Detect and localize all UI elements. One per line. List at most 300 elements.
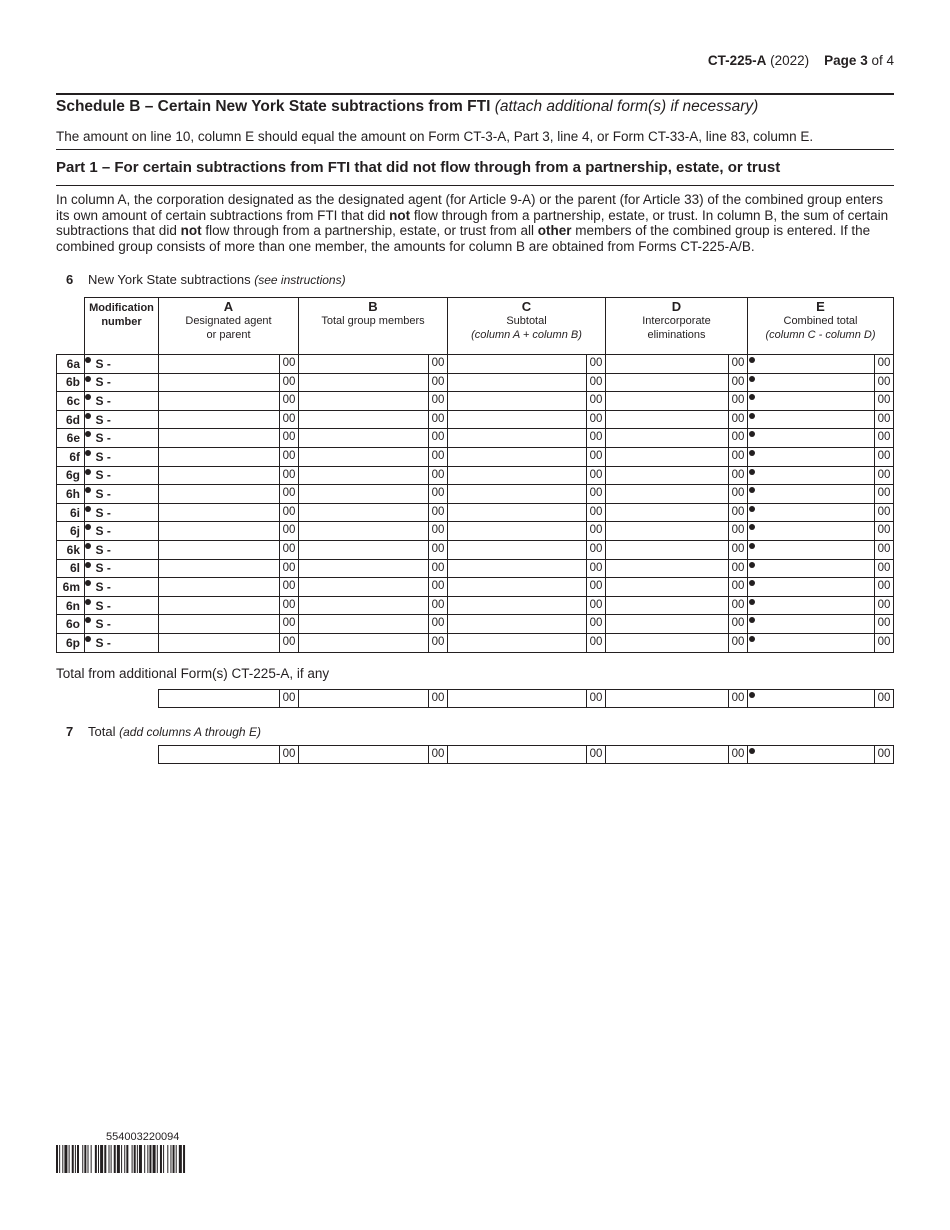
amount-field-d[interactable] [606, 540, 748, 559]
bullet-icon [749, 394, 755, 400]
amount-field-c[interactable] [448, 522, 606, 541]
amount-field-c[interactable] [448, 746, 606, 764]
amount-field-a[interactable] [159, 410, 299, 429]
column-desc: Designated agent [185, 315, 272, 327]
page-header [708, 53, 894, 68]
amount-field-d[interactable] [606, 392, 748, 411]
amount-field-a[interactable] [159, 392, 299, 411]
cents-cell: 00 [728, 429, 747, 447]
cents-cell: 00 [586, 690, 605, 707]
cents-cell: 00 [728, 411, 747, 429]
column-a-header [159, 298, 299, 355]
cents-cell: 00 [728, 690, 747, 707]
cents-cell: 00 [279, 615, 298, 633]
bullet-icon [749, 636, 755, 642]
column-desc: Total group members [321, 315, 425, 327]
bullet-icon [85, 633, 94, 652]
schedule-title-note: (attach additional form(s) if necessary) [494, 98, 759, 115]
column-b-header [299, 298, 448, 355]
schedule-title-text: Schedule B – Certain New York State subtractions from FTI [56, 98, 491, 115]
amount-field-d[interactable] [606, 503, 748, 522]
cents-cell: 00 [279, 504, 298, 522]
line-label: 6l [57, 559, 85, 578]
cents-cell: 00 [586, 374, 605, 392]
column-letter: C [521, 299, 532, 314]
amount-field-a[interactable] [159, 373, 299, 392]
para-emphasis: other [537, 223, 572, 238]
amount-field-c[interactable] [448, 596, 606, 615]
cents-cell: 00 [728, 634, 747, 652]
amount-field-b[interactable] [299, 522, 448, 541]
table-row [57, 485, 894, 504]
cents-cell: 00 [728, 485, 747, 503]
amount-field-c[interactable] [448, 540, 606, 559]
amount-field-b[interactable] [299, 690, 448, 708]
amount-field-d[interactable] [606, 615, 748, 634]
bullet-icon [85, 466, 94, 485]
line-label: 6h [57, 485, 85, 504]
cents-cell: 00 [874, 485, 893, 503]
amount-field-a[interactable] [159, 615, 299, 634]
barcode-number: 554003220094 [106, 1131, 180, 1143]
amount-field-c[interactable] [448, 690, 606, 708]
cents-cell: 00 [874, 578, 893, 596]
cents-cell: 00 [874, 541, 893, 559]
cents-cell: 00 [586, 597, 605, 615]
amount-field-b[interactable] [299, 355, 448, 374]
bullet-icon [749, 469, 755, 475]
modification-number-field[interactable]: S - [94, 392, 159, 411]
form-number: CT-225-A [707, 53, 767, 68]
amount-field-c[interactable] [448, 410, 606, 429]
modification-number-field[interactable]: S - [94, 596, 159, 615]
amount-field-e[interactable] [748, 540, 894, 559]
cents-cell: 00 [279, 597, 298, 615]
cents-cell: 00 [728, 541, 747, 559]
cents-cell: 00 [279, 374, 298, 392]
amount-field-d[interactable] [606, 522, 748, 541]
amount-field-d[interactable] [606, 559, 748, 578]
amount-field-d[interactable] [606, 410, 748, 429]
amount-field-a[interactable] [159, 522, 299, 541]
line-label: 6o [57, 615, 85, 634]
cents-cell: 00 [586, 634, 605, 652]
cents-cell: 00 [728, 615, 747, 633]
para-emphasis: not [389, 207, 411, 223]
cents-cell: 00 [428, 429, 447, 447]
line-note: (add columns A through E) [119, 725, 261, 739]
cents-cell: 00 [279, 522, 298, 540]
cents-cell: 00 [874, 504, 893, 522]
column-desc: or parent [206, 329, 251, 341]
amount-field-d[interactable] [606, 466, 748, 485]
cents-cell: 00 [428, 374, 447, 392]
line-number: 6 [66, 272, 74, 287]
amount-field-c[interactable] [448, 392, 606, 411]
amount-field-e[interactable] [748, 578, 894, 597]
cents-cell: 00 [728, 392, 747, 410]
table-row [57, 633, 894, 652]
cents-cell: 00 [428, 634, 447, 652]
cents-cell: 00 [874, 411, 893, 429]
amount-field-b[interactable] [299, 578, 448, 597]
cents-cell: 00 [279, 578, 298, 596]
table-body [57, 355, 894, 653]
cents-cell: 00 [728, 355, 747, 373]
table-row [57, 466, 894, 485]
amount-field-c[interactable] [448, 633, 606, 652]
amount-field-e[interactable] [748, 596, 894, 615]
bullet-icon [749, 543, 755, 549]
modification-number-field[interactable]: S - [94, 447, 159, 466]
modification-number-header: Modification number [85, 298, 159, 355]
cents-cell: 00 [874, 560, 893, 578]
cents-cell: 00 [428, 522, 447, 540]
amount-field-a[interactable] [159, 559, 299, 578]
amount-field-b[interactable] [299, 447, 448, 466]
cents-cell: 00 [586, 746, 605, 763]
cents-cell: 00 [586, 448, 605, 466]
bullet-icon [85, 615, 94, 634]
bullet-icon [749, 580, 755, 586]
column-desc: (column A + column B) [471, 329, 582, 341]
amount-field-a[interactable] [159, 746, 299, 764]
line-label: 6j [57, 522, 85, 541]
cents-cell: 00 [728, 560, 747, 578]
modification-number-field[interactable]: S - [94, 355, 159, 374]
amount-field-c[interactable] [448, 578, 606, 597]
bullet-icon [85, 540, 94, 559]
modification-number-field[interactable]: S - [94, 466, 159, 485]
bullet-icon [85, 578, 94, 597]
para-text: In column A, the corporation designated as the designated agent (for Article 9-A) or the parent (for Article 33) of the combined group enters its own amount of certain subtractions from FTI that did [56, 192, 883, 223]
amount-field-b[interactable] [299, 540, 448, 559]
amount-field-a[interactable] [159, 485, 299, 504]
table-row [57, 540, 894, 559]
cents-cell: 00 [428, 504, 447, 522]
amount-field-a[interactable] [159, 503, 299, 522]
schedule-note: The amount on line 10, column E should equal the amount on Form CT-3-A, Part 3, line 4, or Form CT-33-A, line 83, column E. [56, 129, 814, 144]
cents-cell: 00 [874, 522, 893, 540]
amount-field-e[interactable] [748, 503, 894, 522]
cents-cell: 00 [874, 467, 893, 485]
modification-number-field[interactable]: S - [94, 373, 159, 392]
table-row [57, 410, 894, 429]
bullet-icon [749, 450, 755, 456]
bullet-icon [749, 692, 755, 698]
cents-cell: 00 [728, 746, 747, 763]
para-emphasis: not [180, 223, 202, 238]
amount-field-a[interactable] [159, 447, 299, 466]
modification-number-field[interactable]: S - [94, 633, 159, 652]
amount-field-a[interactable] [159, 633, 299, 652]
amount-field-b[interactable] [299, 392, 448, 411]
amount-field-b[interactable] [299, 466, 448, 485]
column-desc: eliminations [647, 329, 706, 341]
line-label: New York State subtractions [88, 272, 251, 287]
amount-field-e[interactable] [748, 355, 894, 374]
amount-field-d[interactable] [606, 429, 748, 448]
amount-field-e[interactable] [748, 690, 894, 708]
part1-instructions [56, 192, 896, 254]
cents-cell: 00 [874, 615, 893, 633]
schedule-title [56, 98, 758, 116]
table-row [57, 429, 894, 448]
cents-cell: 00 [874, 746, 893, 763]
bullet-icon [85, 503, 94, 522]
amount-field-d[interactable] [606, 373, 748, 392]
modification-number-field[interactable]: S - [94, 429, 159, 448]
bullet-icon [749, 562, 755, 568]
cents-cell: 00 [279, 690, 298, 707]
blank-header [57, 298, 85, 355]
bullet-icon [85, 355, 94, 374]
line-7-totals-row [158, 745, 894, 764]
amount-field-a[interactable] [159, 596, 299, 615]
modification-number-field[interactable]: S - [94, 522, 159, 541]
bullet-icon [85, 559, 94, 578]
amount-field-e[interactable] [748, 373, 894, 392]
amount-field-b[interactable] [299, 615, 448, 634]
line-6-label [66, 272, 346, 287]
amount-field-b[interactable] [299, 596, 448, 615]
cents-cell: 00 [428, 467, 447, 485]
amount-field-c[interactable] [448, 466, 606, 485]
cents-cell: 00 [586, 522, 605, 540]
cents-cell: 00 [586, 392, 605, 410]
subtractions-table [56, 297, 894, 653]
modification-number-field[interactable]: S - [94, 410, 159, 429]
modification-number-field[interactable]: S - [94, 485, 159, 504]
cents-cell: 00 [586, 615, 605, 633]
table-row [57, 447, 894, 466]
modification-number-field[interactable]: S - [94, 540, 159, 559]
amount-field-c[interactable] [448, 615, 606, 634]
cents-cell: 00 [874, 690, 893, 707]
amount-field-a[interactable] [159, 690, 299, 708]
amount-field-a[interactable] [159, 429, 299, 448]
column-letter: E [816, 299, 825, 314]
cents-cell: 00 [428, 690, 447, 707]
column-e-header [748, 298, 894, 355]
column-desc: Subtotal [506, 315, 547, 327]
amount-field-b[interactable] [299, 485, 448, 504]
line-label: 6d [57, 410, 85, 429]
line-label: 6a [57, 355, 85, 374]
table-row [57, 392, 894, 411]
column-letter: B [368, 299, 378, 314]
column-c-header [448, 298, 606, 355]
cents-cell: 00 [279, 485, 298, 503]
line-label: 6n [57, 596, 85, 615]
amount-field-d[interactable] [606, 633, 748, 652]
cents-cell: 00 [428, 746, 447, 763]
amount-field-e[interactable] [748, 746, 894, 764]
amount-field-b[interactable] [299, 410, 448, 429]
amount-field-c[interactable] [448, 355, 606, 374]
table-row [57, 615, 894, 634]
line-label: Total [88, 724, 116, 739]
line-label: 6p [57, 633, 85, 652]
para-text: flow through from a partnership, estate, or trust from all [201, 223, 538, 238]
modification-number-field[interactable]: S - [94, 503, 159, 522]
amount-field-e[interactable] [748, 429, 894, 448]
bullet-icon [749, 431, 755, 437]
amount-field-e[interactable] [748, 522, 894, 541]
line-label: 6f [57, 447, 85, 466]
cents-cell: 00 [586, 578, 605, 596]
bullet-icon [85, 410, 94, 429]
amount-field-a[interactable] [159, 540, 299, 559]
cents-cell: 00 [586, 411, 605, 429]
amount-field-a[interactable] [159, 355, 299, 374]
line-number: 7 [66, 724, 74, 739]
amount-field-d[interactable] [606, 485, 748, 504]
additional-totals-row [158, 689, 894, 708]
bullet-icon [749, 524, 755, 530]
amount-field-e[interactable] [748, 447, 894, 466]
cents-cell: 00 [428, 560, 447, 578]
column-d-header [606, 298, 748, 355]
amount-field-d[interactable] [606, 355, 748, 374]
cents-cell: 00 [428, 541, 447, 559]
cents-cell: 00 [874, 355, 893, 373]
bullet-icon [85, 522, 94, 541]
bullet-icon [749, 413, 755, 419]
cents-cell: 00 [279, 392, 298, 410]
cents-cell: 00 [728, 504, 747, 522]
amount-field-d[interactable] [606, 746, 748, 764]
column-desc: Combined total [783, 315, 858, 327]
amount-field-c[interactable] [448, 559, 606, 578]
cents-cell: 00 [428, 392, 447, 410]
amount-field-a[interactable] [159, 466, 299, 485]
amount-field-b[interactable] [299, 373, 448, 392]
amount-field-e[interactable] [748, 410, 894, 429]
barcode-image [56, 1145, 238, 1173]
cents-cell: 00 [586, 467, 605, 485]
amount-field-e[interactable] [748, 615, 894, 634]
cents-cell: 00 [586, 541, 605, 559]
amount-field-d[interactable] [606, 447, 748, 466]
bullet-icon [85, 596, 94, 615]
bullet-icon [85, 447, 94, 466]
line-label: 6b [57, 373, 85, 392]
modification-number-field[interactable]: S - [94, 559, 159, 578]
cents-cell: 00 [279, 448, 298, 466]
column-desc: Intercorporate [642, 315, 711, 327]
column-letter: D [671, 299, 682, 314]
line-7-label [66, 724, 261, 739]
amount-field-b[interactable] [299, 633, 448, 652]
table-row [57, 559, 894, 578]
amount-field-e[interactable] [748, 559, 894, 578]
column-letter: A [223, 299, 234, 314]
bullet-icon [749, 376, 755, 382]
page-of: of 4 [871, 53, 894, 68]
amount-field-d[interactable] [606, 578, 748, 597]
cents-cell: 00 [428, 448, 447, 466]
form-year: (2022) [770, 53, 810, 68]
additional-forms-label: Total from additional Form(s) CT-225-A, if any [56, 666, 330, 681]
cents-cell: 00 [874, 448, 893, 466]
table-row [57, 355, 894, 374]
amount-field-b[interactable] [299, 503, 448, 522]
cents-cell: 00 [586, 504, 605, 522]
bullet-icon [749, 748, 755, 754]
bullet-icon [749, 357, 755, 363]
bullet-icon [749, 617, 755, 623]
cents-cell: 00 [428, 615, 447, 633]
para-text: members of the combined group is entered. If the combined group consists of more than one member, the amounts for column B are obtained from Forms CT-225-A/B. [56, 223, 871, 254]
cents-cell: 00 [728, 578, 747, 596]
amount-field-b[interactable] [299, 746, 448, 764]
bullet-icon [85, 392, 94, 411]
cents-cell: 00 [428, 355, 447, 373]
amount-field-c[interactable] [448, 373, 606, 392]
bullet-icon [85, 373, 94, 392]
cents-cell: 00 [586, 485, 605, 503]
cents-cell: 00 [428, 411, 447, 429]
bullet-icon [749, 599, 755, 605]
page-number: Page 3 [824, 53, 868, 68]
amount-field-e[interactable] [748, 485, 894, 504]
column-desc: (column C - column D) [765, 329, 876, 341]
bullet-icon [749, 487, 755, 493]
bullet-icon [85, 485, 94, 504]
divider [56, 93, 894, 95]
amount-field-b[interactable] [299, 429, 448, 448]
cents-cell: 00 [728, 522, 747, 540]
cents-cell: 00 [279, 467, 298, 485]
amount-field-c[interactable] [448, 503, 606, 522]
divider [56, 149, 894, 150]
table-row [57, 373, 894, 392]
modification-number-field[interactable]: S - [94, 578, 159, 597]
cents-cell: 00 [728, 597, 747, 615]
cents-cell: 00 [279, 355, 298, 373]
cents-cell: 00 [279, 411, 298, 429]
amount-field-d[interactable] [606, 596, 748, 615]
amount-field-c[interactable] [448, 429, 606, 448]
line-note: (see instructions) [254, 273, 346, 287]
bullet-icon [85, 429, 94, 448]
cents-cell: 00 [279, 429, 298, 447]
line-label: 6e [57, 429, 85, 448]
amount-field-e[interactable] [748, 633, 894, 652]
cents-cell: 00 [279, 634, 298, 652]
amount-field-c[interactable] [448, 447, 606, 466]
table-row [57, 503, 894, 522]
amount-field-b[interactable] [299, 559, 448, 578]
amount-field-e[interactable] [748, 392, 894, 411]
cents-cell: 00 [279, 560, 298, 578]
table-row [57, 522, 894, 541]
amount-field-c[interactable] [448, 485, 606, 504]
amount-field-d[interactable] [606, 690, 748, 708]
cents-cell: 00 [728, 448, 747, 466]
cents-cell: 00 [279, 746, 298, 763]
amount-field-e[interactable] [748, 466, 894, 485]
modification-number-field[interactable]: S - [94, 615, 159, 634]
line-label: 6i [57, 503, 85, 522]
cents-cell: 00 [874, 374, 893, 392]
line-label: 6g [57, 466, 85, 485]
table-row [57, 596, 894, 615]
cents-cell: 00 [586, 429, 605, 447]
amount-field-a[interactable] [159, 578, 299, 597]
cents-cell: 00 [428, 597, 447, 615]
